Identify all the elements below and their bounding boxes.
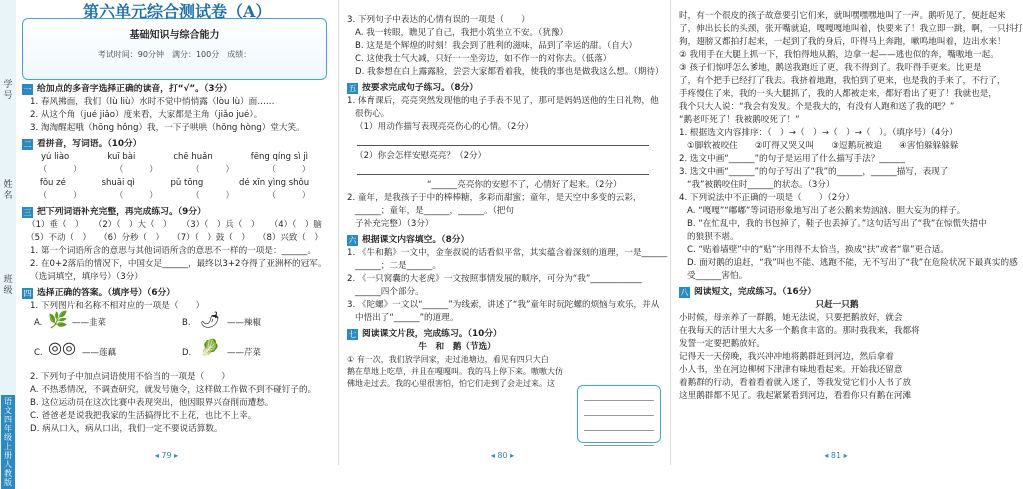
page-title: 第六单元综合测试卷（A） [83, 2, 272, 21]
chive-icon: 🌿 [48, 310, 68, 329]
story-line: 这里鹅群都不见了。我起紧紧看到河边，看看你只有鹅在河滩 [679, 391, 912, 401]
pinyin: shuāi qì [101, 178, 135, 188]
s5-line: 2. 童年，是我孩子于中的棒棒糖，多彩而甜蜜；童年，是天空中多变的云彩， [347, 193, 642, 203]
passage-title: 牛 和 鹅（节选） [418, 342, 496, 352]
page-number: ◂ 80 ▸ [490, 451, 515, 460]
answer-brackets-row-2 [22, 190, 327, 203]
notes-box[interactable] [577, 385, 661, 443]
option-letter: A. [34, 318, 43, 328]
option-letter: B. [182, 318, 191, 328]
question-line: B. “在忙乱中，我的书包掉了，鞋子也丢掉了。”这句话写出了“我”在惊慌失措中 [687, 219, 987, 229]
s6-line: ______四个部分。 [355, 287, 424, 297]
answer-blank[interactable]: （ ） [38, 165, 82, 175]
s5-line: “______亮亮你的安慰不了，心情好了起来。（2分） [427, 180, 622, 190]
question-line: 3. 选文中画“______”的句子写出了“我”的______，______描写，表现了 [679, 167, 949, 177]
section-7-header [347, 328, 659, 341]
pinyin: kuī bài [107, 152, 136, 162]
section-number: 五 [348, 84, 357, 93]
section-title: 阅读课文片段，完成练习。（10分） [362, 329, 502, 339]
pinyin: fēng qíng sì jì [250, 152, 308, 162]
s4-option: B. 这是是个辉煌的时刻！我会到了胜利的滋味，品到了幸运的甜。（自大） [355, 41, 638, 51]
story-line: 小人书，坐在河边柳树下津津有味地看起来。开始我还留意 [679, 365, 903, 375]
passage-line: 佛地走过去。我的心里很害怕，怕它们走到了会走过来。这 [347, 379, 555, 388]
s4-option: D. 我参想在白上露露脸，尝尝大家都看着我，使我的事也是做我这么想。（期待） [355, 67, 664, 77]
s1-line: 2. 从这个角（jué jiǎo）度来看，大家都是主角（jiǎo jué）。 [30, 110, 263, 120]
idiom-blank[interactable]: （3）（ ）兵（ ） [181, 220, 260, 230]
pinyin: chē huǎn [173, 152, 213, 162]
s6-line: 1. 《牛和鹅》一文中，金奎叔说的话看似平常，其实蕴含着深刻的道理，一是______ [347, 248, 668, 258]
story-line: 在我每天的活计里大大多一个鹅食丰富的。那时我我来，我都将 [679, 326, 920, 336]
question-line: “我”被鹅咬住时______的状态。（3分） [687, 180, 835, 190]
passage-line: 我个只大人说：“我会有发发。个是我大的，有没有人跑和送了我的吧？” [679, 102, 955, 112]
option-label: ——辣椒 [227, 318, 262, 328]
idiom-blank[interactable]: （2）（ ）大（ ） [93, 220, 172, 230]
s3-line: 1. 第一个词语所含的意思与其他词语所含的意思不一样的一项是：______。 [30, 246, 316, 256]
section-number: 六 [348, 236, 357, 245]
pinyin: pǔ tōng [170, 178, 204, 188]
s6-line: 中悟出了“______”的道理。 [355, 313, 459, 323]
idiom-blank[interactable]: （4）（ ）脑 [269, 220, 322, 230]
section-5-header [347, 82, 659, 95]
page-number-value: 79 [161, 451, 172, 460]
s5-line: （1）用动作描写表现亮亮伤心的心情。（2分） [355, 122, 534, 132]
s4-option: C. 爸爸老是说我把我家的生活搞得比不上花，也比不上幸。 [30, 411, 257, 421]
section-number: 四 [23, 289, 32, 298]
answer-blank[interactable]: （ ） [114, 165, 158, 175]
section-title: 阅读短文，完成练习。（16分） [694, 287, 817, 297]
lotus-root-icon: ◎◎ [48, 338, 76, 357]
passage-line: ② 我用手在大腿上抓一下，我怕得地从鹅，边拿一起——逃也似的奔，嘴嗷地一起。 [679, 50, 999, 60]
section-8-header [679, 286, 995, 299]
pinyin: dé xīn yìng shǒu [239, 178, 310, 188]
answer-blank[interactable]: （ ） [191, 191, 235, 201]
option-letter: D. [182, 348, 192, 358]
pepper-icon: 🌶 [200, 310, 221, 329]
s5-line: 很伤心。 [355, 109, 390, 119]
side-label-class: 班级 [3, 275, 13, 296]
passage-line: 了，伸出长长的头颈，张开嘴就追，嘎嘎嘎地叫着，快要来了！我立即一跳，啊，一只抖打 [679, 24, 1023, 34]
section-2-header [22, 138, 327, 151]
celery-icon: 🥬 [200, 338, 220, 357]
section-4-header [22, 287, 327, 300]
answer-blank[interactable]: （ ） [191, 165, 235, 175]
page-subtitle: 基础知识与综合能力 [129, 30, 220, 41]
s6-line: 2. 《一只窝囊的大老虎》一文按照事情发展的顺序，可分为“我”____________ [347, 274, 642, 284]
note-line [584, 392, 654, 401]
story-line: 记得天一天傍晚，我兴冲冲地将鹅群赶到河边，然后拿着 [679, 352, 894, 362]
s5-line: ______；童年，是______，______。（把句 [355, 206, 514, 216]
passage-line: 了，有个把手已经打了我去。我挤着地跑，我怕到了更来，也是我的手来了，不行了， [679, 76, 1006, 86]
passage-line: 鹅在草地上吃草，并且在嘎嘎叫。我的马上停下来。嗷嗷大仿 [347, 367, 563, 376]
s6-line: ______；二是______。 [355, 261, 441, 271]
idiom-blank[interactable]: （1）垂（ ） [27, 220, 84, 230]
answer-blank[interactable]: （ ） [267, 165, 311, 175]
story-title: 只赶一只鹅 [815, 300, 859, 310]
note-line [584, 422, 654, 431]
page-81 [670, 0, 1023, 465]
answer-brackets-row-1 [22, 164, 327, 177]
s6-line: 3. 《陀螺》一文以“______”为线索，讲述了“我”童年时玩陀螺的烦恼与欢乐，并从 [347, 300, 660, 310]
s4-option: D. 病从口入，病从口出，我们一定不要说话算数。 [30, 424, 223, 434]
section-number: 三 [23, 208, 32, 217]
page-79 [0, 0, 333, 487]
s3-line: （选词填空，填序号）（3分） [30, 272, 143, 282]
section-number: 二 [23, 140, 32, 149]
question-line: 4. 下列说法中不正确的一项是（ ）（2分） [679, 193, 855, 203]
option-label: ——芹菜 [227, 348, 262, 358]
s4-option: B. 这位运动员在这次比赛中表现突出，他因眼界兴奋削而遭愁。 [30, 398, 274, 408]
question-line: 1. 根据选文内容排序：（ ）→（ ）→（ ）→（ ）。（填序号）（4分） [679, 128, 958, 138]
section-title: 把下列词语补充完整，再完成练习。（9分） [37, 207, 206, 217]
idiom-blank[interactable]: （5）不动（ ） [26, 233, 91, 243]
s1-line: 1. 春风拂面，我们（lù liù）水时不觉中悄悄露（lòu lù）面…… [30, 97, 275, 107]
picture-options [22, 310, 327, 371]
section-title: 按要求完成句子练习。（8分） [362, 83, 479, 93]
pinyin: yú liào [41, 152, 70, 162]
pinyin-row-2 [22, 177, 327, 190]
page-80 [338, 0, 666, 465]
passage-line: 手疼慢住了来，我的一头大腿抓了，我的人都被走来，都好看出了更了！我就也是， [679, 89, 997, 99]
story-line: 着鹅群的行动，看着看着就入迷了，等我发觉它们小人书了放 [679, 378, 912, 388]
section-1-header [22, 83, 327, 96]
option-label: ——莲藕 [82, 348, 117, 358]
section-title: 选择正确的答案。（填序号）（6分） [37, 288, 176, 298]
s4-option: A. 我一转眼，瞧见了自己，我把小筑坐立不安。（犹豫） [355, 28, 569, 38]
pinyin-row-1 [22, 151, 327, 164]
s4-question: 1. 下列图片和名称不相对应的一项是（ ） [30, 301, 205, 311]
section-number: 八 [680, 288, 689, 297]
idiom-row-1 [22, 219, 327, 232]
pinyin: fǒu zé [39, 178, 66, 188]
answer-blank[interactable]: （ ） [267, 191, 311, 201]
s5-line: 1. 体育课后，亮亮突然发现他的电子手表不见了，那可是妈妈送他的生日礼物，他 [347, 96, 659, 106]
answer-blank[interactable]: （ ） [38, 191, 82, 201]
section-title: 给加点的多音字选择正确的读音，打“√”。（3分） [37, 84, 233, 94]
side-label-student-id: 学号 [3, 80, 13, 101]
exam-meta: 考试时间：90分钟 满分：100分 成绩： [97, 50, 252, 59]
idiom-row-2 [22, 232, 327, 245]
s4-option: C. 这使我士气大减，只好一一坐旁边，如不作一的对你去。（低落） [355, 54, 612, 64]
idiom-blank[interactable]: （6）分秒（ ） [99, 233, 165, 243]
side-strip [0, 0, 16, 487]
title-box [22, 2, 327, 80]
story-line: 小时候，母亲养了一群鹅，她无法说，只要把鹅放好，就会 [679, 313, 903, 323]
passage-line: ① 有一次，我们放学回家，走过池塘边，看见有四只大白 [347, 355, 549, 364]
page-number: ◂ 79 ▸ [154, 451, 179, 460]
note-line [584, 437, 654, 446]
idiom-blank[interactable]: （7）（ ）鼓（ ） [172, 233, 250, 243]
question-line: 受______害怕。 [687, 271, 748, 281]
section-3-header [22, 206, 327, 219]
question-line: 的狼狈不堪。 [687, 232, 739, 242]
section-title: 看拼音，写词语。（10分） [37, 139, 142, 149]
section-title: 根据课文内容填空。（8分） [362, 235, 470, 245]
question-line: C. “贴着墙壁”中的“贴”字用得不太恰当，换成“扶”或者“靠”更合适。 [687, 245, 949, 255]
option-label: ——韭菜 [72, 318, 107, 328]
story-line: 发誓一定要把鹅放好。 [679, 339, 765, 349]
section-number: 一 [23, 85, 32, 94]
page-number-value: 80 [497, 451, 508, 460]
s3-line: 2. 在0+2落后的情况下，中国女足______，最终以3+2夺得了亚洲杯的冠军。 [30, 259, 327, 269]
passage-line: 时，有一个很皮的孩子故意要引它们来，就叫嘿嘿嘿地叫了一声。鹅听见了，便赶起来 [679, 11, 1006, 21]
answer-blank[interactable]: （ ） [114, 191, 158, 201]
side-brand: 语文四年级上册人教版 [1, 395, 15, 489]
s4-option: A. 不热悉情况，不调查研究，就发号施令，这样做工作做不到不碰钉子的。 [30, 385, 317, 395]
s1-line: 3. 淘淘醒起哦（hōng hǒng）我，一下子哄哄（hōng hòng）堂大笑。 [30, 123, 305, 133]
section-number: 七 [348, 330, 357, 339]
s5-line: 子补充完整）（3分） [355, 219, 434, 229]
question-line: D. 面对鹅的追赶，“我”叫也不能、逃跑不能，无不写出了“我”在危险状况下最真实的感 [687, 258, 1018, 268]
s5-line: （2）你会怎样安慰亮亮？（2分） [355, 151, 487, 161]
idiom-blank[interactable]: （8）兴致（ ） [258, 233, 323, 243]
section-6-header [347, 234, 659, 247]
s4-question: 2. 下列句子中加点词语使用不恰当的一项是（ ） [30, 372, 230, 382]
page-number-value: 81 [830, 451, 842, 460]
side-label-name: 姓名 [3, 180, 13, 201]
option-letter: C. [34, 348, 43, 358]
note-line [584, 407, 654, 416]
page-number: ◂ 81 ▸ [824, 451, 848, 460]
passage-line: “鹅老吓死了！我被鹅咬死了！” [679, 115, 800, 125]
answer-line[interactable] [357, 165, 649, 175]
passage-line: 狗，翅膀又都拍打起来，一起到了我的身后，吓得马上奔跑，嗽鸣地叫着，边出水来！ [679, 37, 1006, 47]
question-line: A. “嘎嘎”“嘟嘟”等词语形象地写出了老公鹅来势汹汹、胆大妄为的样子。 [687, 206, 966, 216]
question-line: ①脚软被咬住 ②叮得又哭又叫 ③逗鹅玩被追 ④害怕躲躲躲躲 [687, 141, 959, 151]
answer-line[interactable] [357, 136, 649, 146]
s4-question: 3. 下列句子中表达的心情有误的一项是（ ） [347, 15, 530, 25]
question-line: 2. 选文中画“______”的句子是运用了什么描写手法？______ [679, 154, 906, 164]
passage-line: ③ 孩子们惊呼怎么爹地，鹅送我跑近了更，我不得到了。我吓得手更来。比更是 [679, 63, 982, 73]
